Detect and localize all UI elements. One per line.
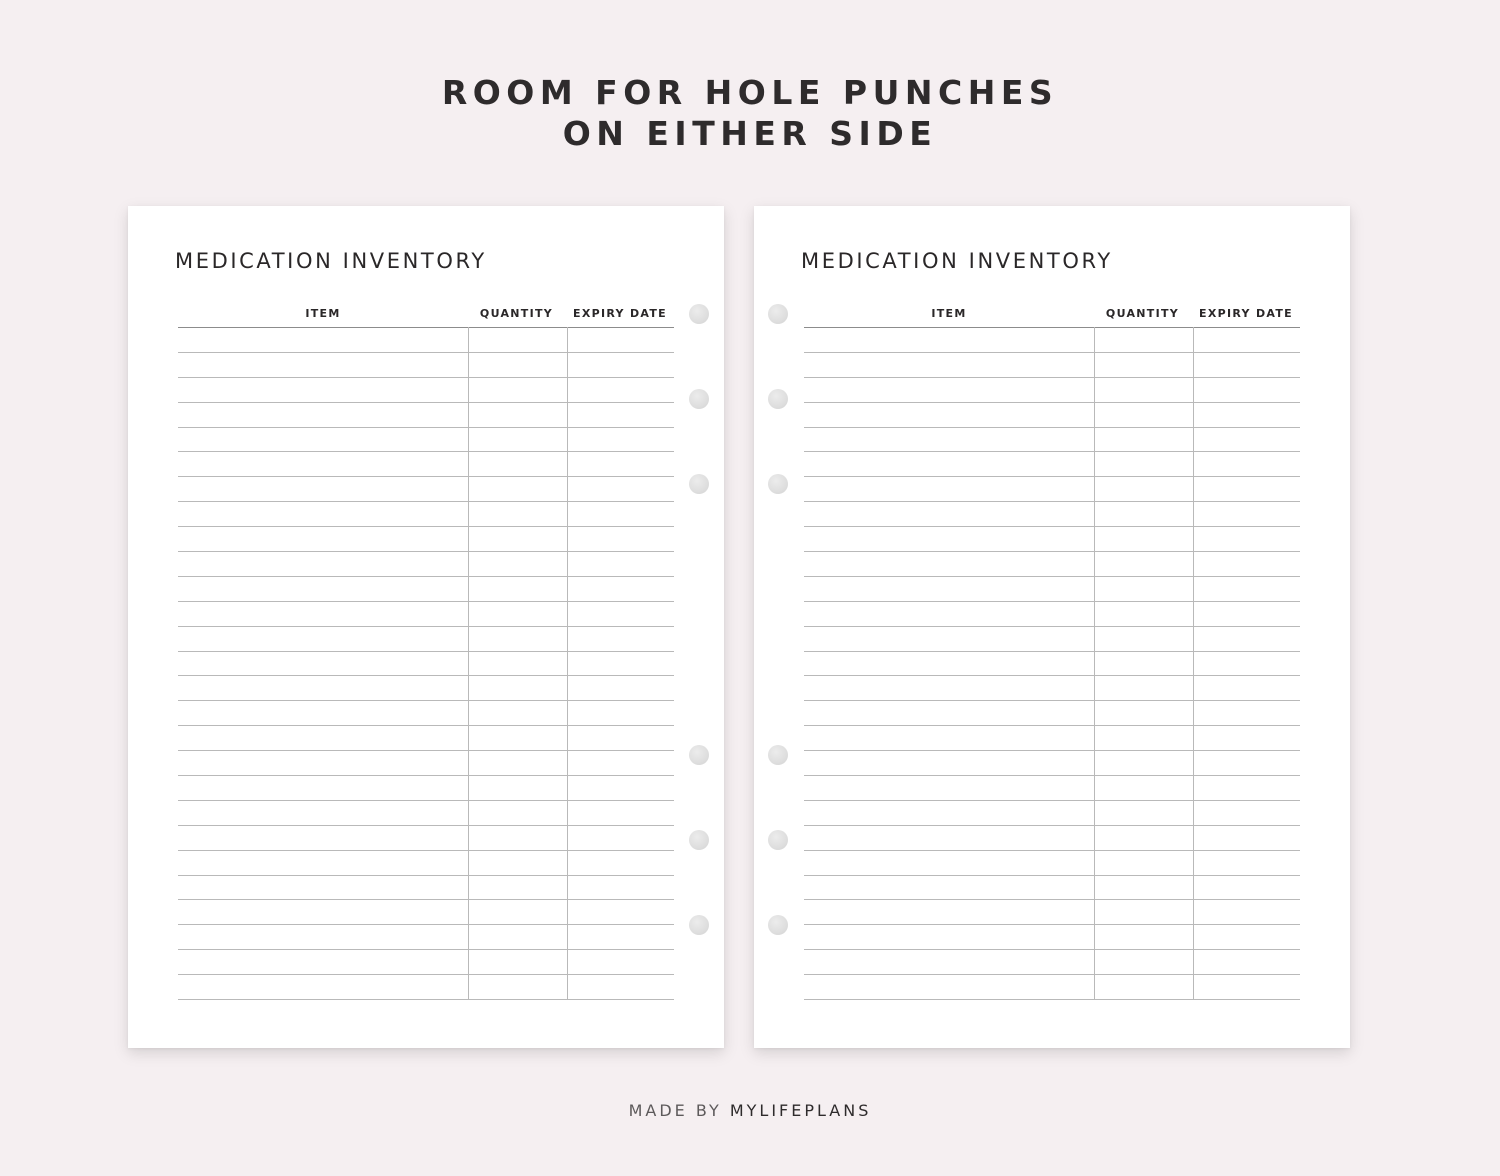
row-rule xyxy=(178,974,674,975)
row-rule xyxy=(804,626,1300,627)
row-rule xyxy=(804,501,1300,502)
row-rule xyxy=(178,875,674,876)
row-rule xyxy=(178,402,674,403)
row-rule xyxy=(178,825,674,826)
column-divider-quantity-expiry xyxy=(567,327,568,999)
row-rule xyxy=(178,626,674,627)
hole-punch-marker xyxy=(689,474,709,494)
row-rule xyxy=(178,551,674,552)
row-rule xyxy=(178,949,674,950)
row-rule xyxy=(178,775,674,776)
planner-page-right xyxy=(754,206,1350,1048)
footer-brand: MYLIFEPLANS xyxy=(729,1101,872,1120)
hole-punch-marker xyxy=(768,304,788,324)
header-rule xyxy=(178,327,674,328)
column-header-quantity: QUANTITY xyxy=(1105,307,1180,320)
row-rule xyxy=(178,999,674,1000)
row-rule xyxy=(804,850,1300,851)
row-rule xyxy=(178,850,674,851)
hole-punch-marker xyxy=(768,915,788,935)
inventory-table xyxy=(178,327,674,999)
inventory-table xyxy=(804,327,1300,999)
headline-line-1: ROOM FOR HOLE PUNCHES xyxy=(441,73,1059,112)
row-rule xyxy=(178,800,674,801)
row-rule xyxy=(804,675,1300,676)
hole-punch-marker xyxy=(768,389,788,409)
column-header-item: ITEM xyxy=(931,307,967,320)
page-title: MEDICATION INVENTORY xyxy=(801,249,1113,273)
row-rule xyxy=(804,451,1300,452)
headline-line-2: ON EITHER SIDE xyxy=(562,114,938,153)
header-rule xyxy=(804,327,1300,328)
row-rule xyxy=(178,526,674,527)
row-rule xyxy=(804,800,1300,801)
row-rule xyxy=(804,700,1300,701)
row-rule xyxy=(804,352,1300,353)
footer-prefix: MADE BY xyxy=(628,1101,722,1120)
hole-punch-marker xyxy=(689,389,709,409)
column-divider-quantity-expiry xyxy=(1193,327,1194,999)
row-rule xyxy=(178,725,674,726)
row-rule xyxy=(804,999,1300,1000)
row-rule xyxy=(804,725,1300,726)
hole-punch-marker xyxy=(689,915,709,935)
hole-punch-marker xyxy=(689,830,709,850)
row-rule xyxy=(804,775,1300,776)
column-header-expiry-date: EXPIRY DATE xyxy=(1199,307,1293,320)
row-rule xyxy=(178,601,674,602)
column-divider-item-quantity xyxy=(1094,327,1095,999)
row-rule xyxy=(178,750,674,751)
row-rule xyxy=(804,899,1300,900)
row-rule xyxy=(178,651,674,652)
row-rule xyxy=(178,451,674,452)
row-rule xyxy=(804,427,1300,428)
hole-punch-marker xyxy=(768,474,788,494)
row-rule xyxy=(804,924,1300,925)
row-rule xyxy=(804,576,1300,577)
row-rule xyxy=(178,501,674,502)
hole-punch-marker xyxy=(768,745,788,765)
row-rule xyxy=(804,377,1300,378)
hole-punch-marker xyxy=(689,745,709,765)
footer-credit xyxy=(0,1101,1500,1120)
row-rule xyxy=(178,377,674,378)
page-title: MEDICATION INVENTORY xyxy=(175,249,487,273)
row-rule xyxy=(178,576,674,577)
column-divider-item-quantity xyxy=(468,327,469,999)
row-rule xyxy=(178,899,674,900)
hole-punch-marker xyxy=(768,830,788,850)
row-rule xyxy=(804,476,1300,477)
row-rule xyxy=(804,825,1300,826)
column-header-expiry-date: EXPIRY DATE xyxy=(573,307,667,320)
row-rule xyxy=(804,402,1300,403)
hole-punch-marker xyxy=(689,304,709,324)
row-rule xyxy=(804,974,1300,975)
row-rule xyxy=(804,750,1300,751)
column-header-quantity: QUANTITY xyxy=(479,307,554,320)
headline xyxy=(0,72,1500,154)
row-rule xyxy=(804,875,1300,876)
row-rule xyxy=(804,949,1300,950)
row-rule xyxy=(178,352,674,353)
row-rule xyxy=(804,601,1300,602)
row-rule xyxy=(178,476,674,477)
row-rule xyxy=(804,651,1300,652)
row-rule xyxy=(804,551,1300,552)
row-rule xyxy=(178,675,674,676)
column-header-item: ITEM xyxy=(305,307,341,320)
planner-page-left xyxy=(128,206,724,1048)
row-rule xyxy=(178,700,674,701)
row-rule xyxy=(804,526,1300,527)
row-rule xyxy=(178,924,674,925)
row-rule xyxy=(178,427,674,428)
